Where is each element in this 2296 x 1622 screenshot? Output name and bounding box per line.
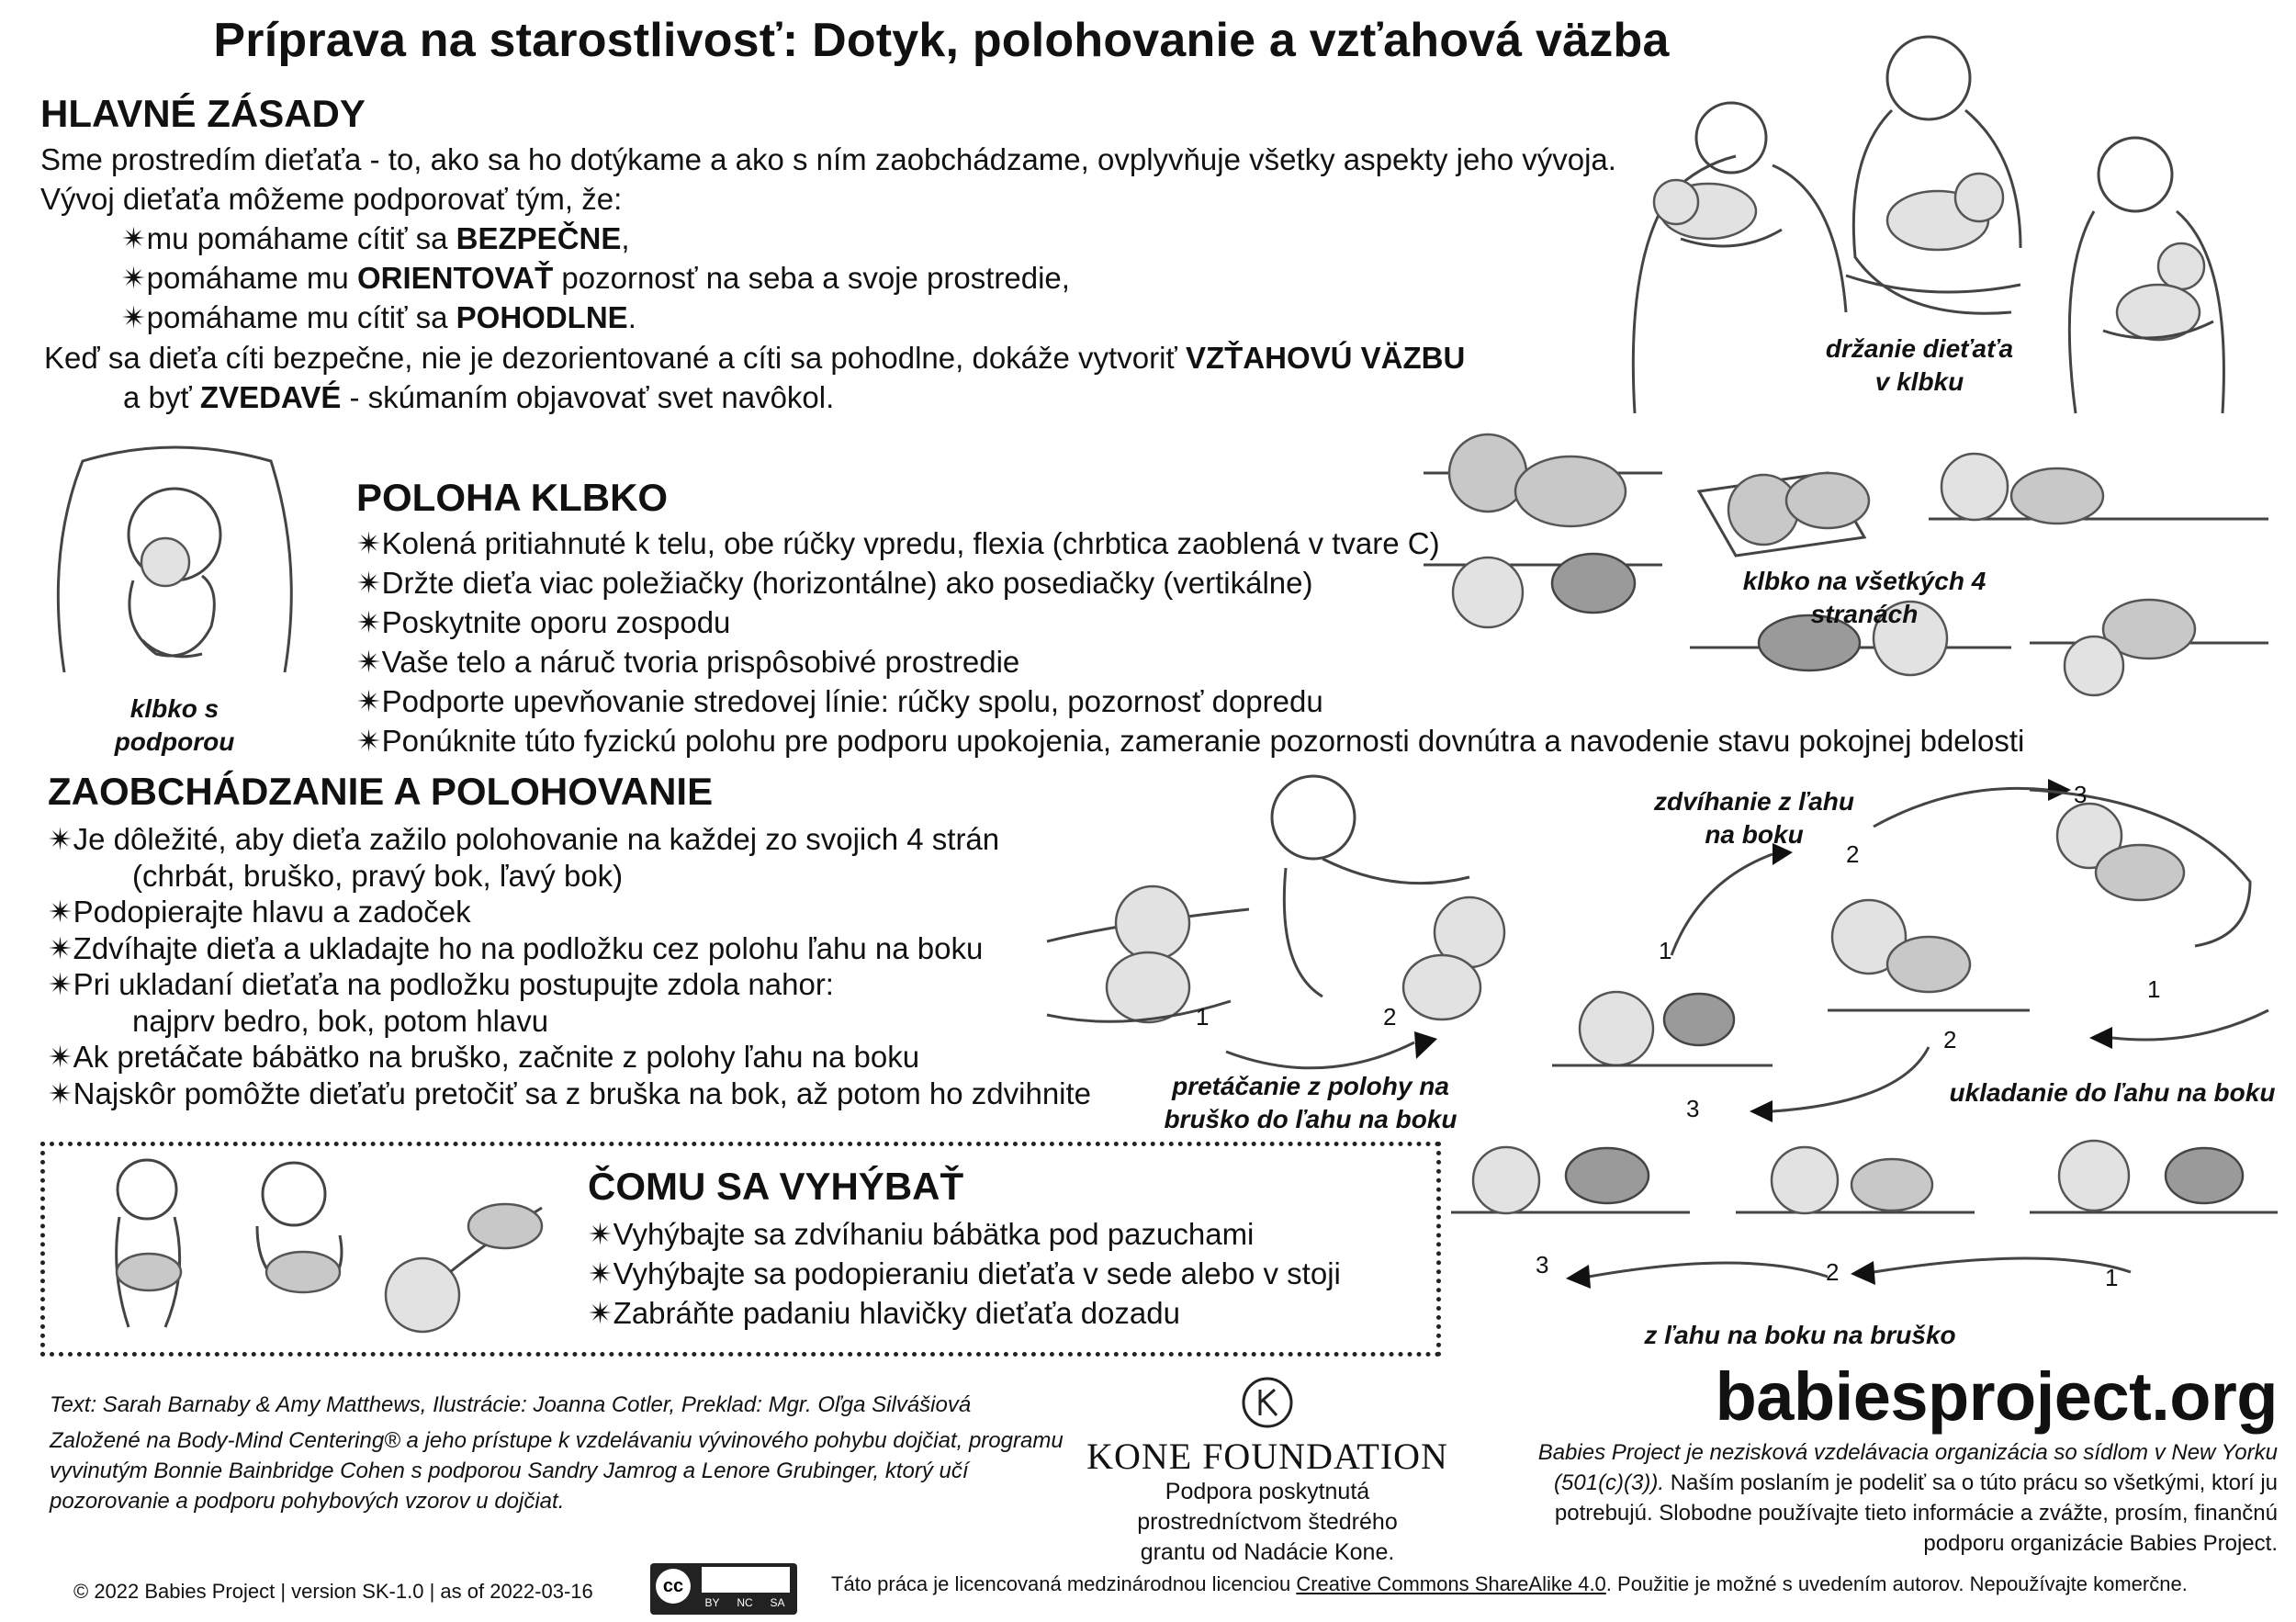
bullet-star-icon: ✴ bbox=[121, 221, 147, 255]
avoid-list bbox=[588, 1214, 1414, 1333]
step-number: 1 bbox=[1659, 937, 1672, 964]
license-text: Táto práca je licencovaná medzinárodnou licenciou Creative Commons ShareAlike 4.0. Použitie je možné s uvedením autorov. Nepoužívajte komerčne. bbox=[831, 1572, 2188, 1595]
babiesproject-description: Babies Project je nezisková vzdelávacia organizácia so sídlom v New Yorku (501(c)(3)). Naším poslaním je podeliť sa o túto prácu so všetkými, ktorí ju potrebujú. Slobodne používajte tieto informácie a zvážte, prosím, finančnú podporu organizácie Babies Project. bbox=[1537, 1440, 2278, 1556]
avoid-heading: ČOMU SA VYHÝBAŤ bbox=[588, 1165, 964, 1208]
credits-authors: Text: Sarah Barnaby & Amy Matthews, Ilustrácie: Joanna Cotler, Preklad: Mgr. Oľga Silvášiová bbox=[50, 1392, 972, 1417]
step-number: 1 bbox=[2105, 1264, 2119, 1291]
step-number: 3 bbox=[1536, 1251, 1549, 1278]
kone-logo-icon bbox=[1240, 1375, 1295, 1430]
website-link[interactable]: babiesproject.org bbox=[1715, 1358, 2278, 1435]
list-item: ✴Držte dieťa viac poležiačky (horizontálne) ako posediačky (vertikálne) bbox=[356, 566, 1313, 600]
list-item: ✴Najskôr pomôžte dieťaťu pretočiť sa z bruška na bok, až potom ho zdvihnite bbox=[48, 1076, 1092, 1110]
step-number: 2 bbox=[1383, 1003, 1397, 1031]
list-item: ✴Vyhýbajte sa zdvíhaniu bábätka pod pazuchami bbox=[588, 1217, 1255, 1251]
list-item: ✴Ponúknite túto fyzickú polohu pre podporu upokojenia, zameranie pozornosti dovnútra a navodenie stavu pokojnej bdelosti bbox=[356, 724, 2025, 758]
principles-bullet: ✴mu pomáhame cítiť sa BEZPEČNE, bbox=[121, 221, 630, 255]
step-number: 2 bbox=[1846, 840, 1860, 868]
four-sides-caption: klbko na všetkých 4 stranách bbox=[1742, 567, 1986, 628]
list-item: ✴Vaše telo a náruč tvoria prispôsobivé prostredie bbox=[356, 645, 1020, 679]
handling-list bbox=[48, 821, 1150, 1111]
roll-caption: pretáčanie z polohy na bruško do ľahu na boku bbox=[1164, 1072, 1458, 1133]
list-item: ✴Zdvíhajte dieťa a ukladajte ho na podložku cez polohu ľahu na boku bbox=[48, 930, 984, 965]
principles-text bbox=[40, 140, 1657, 337]
holding-caption: držanie dieťaťa v klbku bbox=[1825, 334, 2014, 396]
list-item: ✴Podopierajte hlavu a zadoček bbox=[48, 895, 471, 929]
nc-icon: NC bbox=[737, 1596, 753, 1609]
list-item: ✴Je dôležité, aby dieťa zažilo polohovanie na každej zo svojich 4 strán bbox=[48, 822, 1000, 856]
list-item: ✴Zabráňte padaniu hlavičky dieťaťa dozadu bbox=[588, 1296, 1180, 1330]
cc-icon: cc bbox=[656, 1569, 691, 1604]
by-icon: BY bbox=[704, 1596, 720, 1609]
klbko-heading: POLOHA KLBKO bbox=[356, 476, 669, 519]
principles-bullet: ✴pomáhame mu cítiť sa POHODLNE. bbox=[121, 300, 636, 334]
kone-logo-text: KONE FOUNDATION bbox=[1086, 1436, 1448, 1477]
cc-license-badge[interactable] bbox=[650, 1563, 797, 1615]
step-number: 1 bbox=[2147, 975, 2161, 1003]
bullet-star-icon: ✴ bbox=[121, 300, 147, 334]
step-number: 3 bbox=[1686, 1095, 1700, 1122]
rolling-illustration bbox=[1047, 767, 1580, 1088]
lay-caption: ukladanie do ľahu na boku bbox=[1949, 1078, 2276, 1107]
step-number: 2 bbox=[1826, 1258, 1840, 1286]
page-title: Príprava na starostlivosť: Dotyk, polohovanie a vzťahová väzba bbox=[213, 14, 1670, 67]
lift-caption: zdvíhanie z ľahu na boku bbox=[1653, 787, 1854, 849]
side-to-belly-illustration bbox=[1451, 1125, 2278, 1336]
principles-line2: Vývoj dieťaťa môžeme podporovať tým, že: bbox=[40, 182, 623, 216]
license-link[interactable]: Creative Commons ShareAlike 4.0 bbox=[1296, 1572, 1606, 1595]
principles-line1: Sme prostredím dieťaťa - to, ako sa ho dotýkame a ako s ním zaobchádzame, ovplyvňuje všetky aspekty jeho vývoja. bbox=[40, 142, 1616, 176]
principles-heading: HLAVNÉ ZÁSADY bbox=[40, 92, 366, 135]
step-number: 3 bbox=[2074, 781, 2088, 808]
kone-support: Podpora poskytnutá prostredníctvom štedrého grantu od Nadácie Kone. bbox=[1137, 1479, 1398, 1565]
credits-basis: Založené na Body-Mind Centering® a jeho prístupe k vzdelávaniu vývinového pohybu dojčiat, programu vyvinutým Bonnie Bainbridge Cohen s podporou Sandry Jamrog a Lenore Grubinger, ktorý učí pozorovanie a podporu pohybových vzorov u dojčiat. bbox=[50, 1428, 1064, 1514]
principles-bullet: ✴pomáhame mu ORIENTOVAŤ pozornosť na seba a svoje prostredie, bbox=[121, 261, 1070, 295]
list-item-cont: (chrbát, bruško, pravý bok, ľavý bok) bbox=[132, 858, 624, 893]
klbko-support-caption: klbko s podporou bbox=[114, 694, 235, 756]
step-number: 2 bbox=[1943, 1026, 1957, 1053]
sa-icon: SA bbox=[770, 1596, 785, 1609]
list-item: ✴Podporte upevňovanie stredovej línie: rúčky spolu, pozornosť dopredu bbox=[356, 684, 1323, 718]
klbko-support-illustration bbox=[55, 443, 294, 681]
list-item: ✴Poskytnite oporu zospodu bbox=[356, 605, 731, 639]
list-item: ✴Kolená pritiahnuté k telu, obe rúčky vpredu, flexia (chrbtica zaoblená v tvare C) bbox=[356, 526, 1440, 560]
list-item: ✴Ak pretáčate bábätko na bruško, začnite z polohy ľahu na boku bbox=[48, 1040, 920, 1074]
list-item: ✴Pri ukladaní dieťaťa na podložku postupujte zdola nahor: bbox=[48, 967, 834, 1001]
bullet-star-icon: ✴ bbox=[121, 261, 147, 295]
list-item-cont: najprv bedro, bok, potom hlavu bbox=[132, 1003, 549, 1038]
copyright: © 2022 Babies Project | version SK-1.0 | as of 2022-03-16 bbox=[73, 1580, 593, 1603]
side-belly-caption: z ľahu na boku na bruško bbox=[1644, 1321, 1956, 1349]
step-number: 1 bbox=[1196, 1003, 1210, 1031]
handling-heading: ZAOBCHÁDZANIE A POLOHOVANIE bbox=[48, 770, 714, 813]
avoid-illustration bbox=[73, 1153, 588, 1336]
principles-summary: Keď sa dieťa cíti bezpečne, nie je dezorientované a cíti sa pohodlne, dokáže vytvoriť VZŤAHOVÚ VÄZBU a byť ZVEDAVÉ - skúmaním objavovať svet navôkol. bbox=[44, 341, 1466, 414]
list-item: ✴Vyhýbajte sa podopieraniu dieťaťa v sede alebo v stoji bbox=[588, 1256, 1341, 1290]
